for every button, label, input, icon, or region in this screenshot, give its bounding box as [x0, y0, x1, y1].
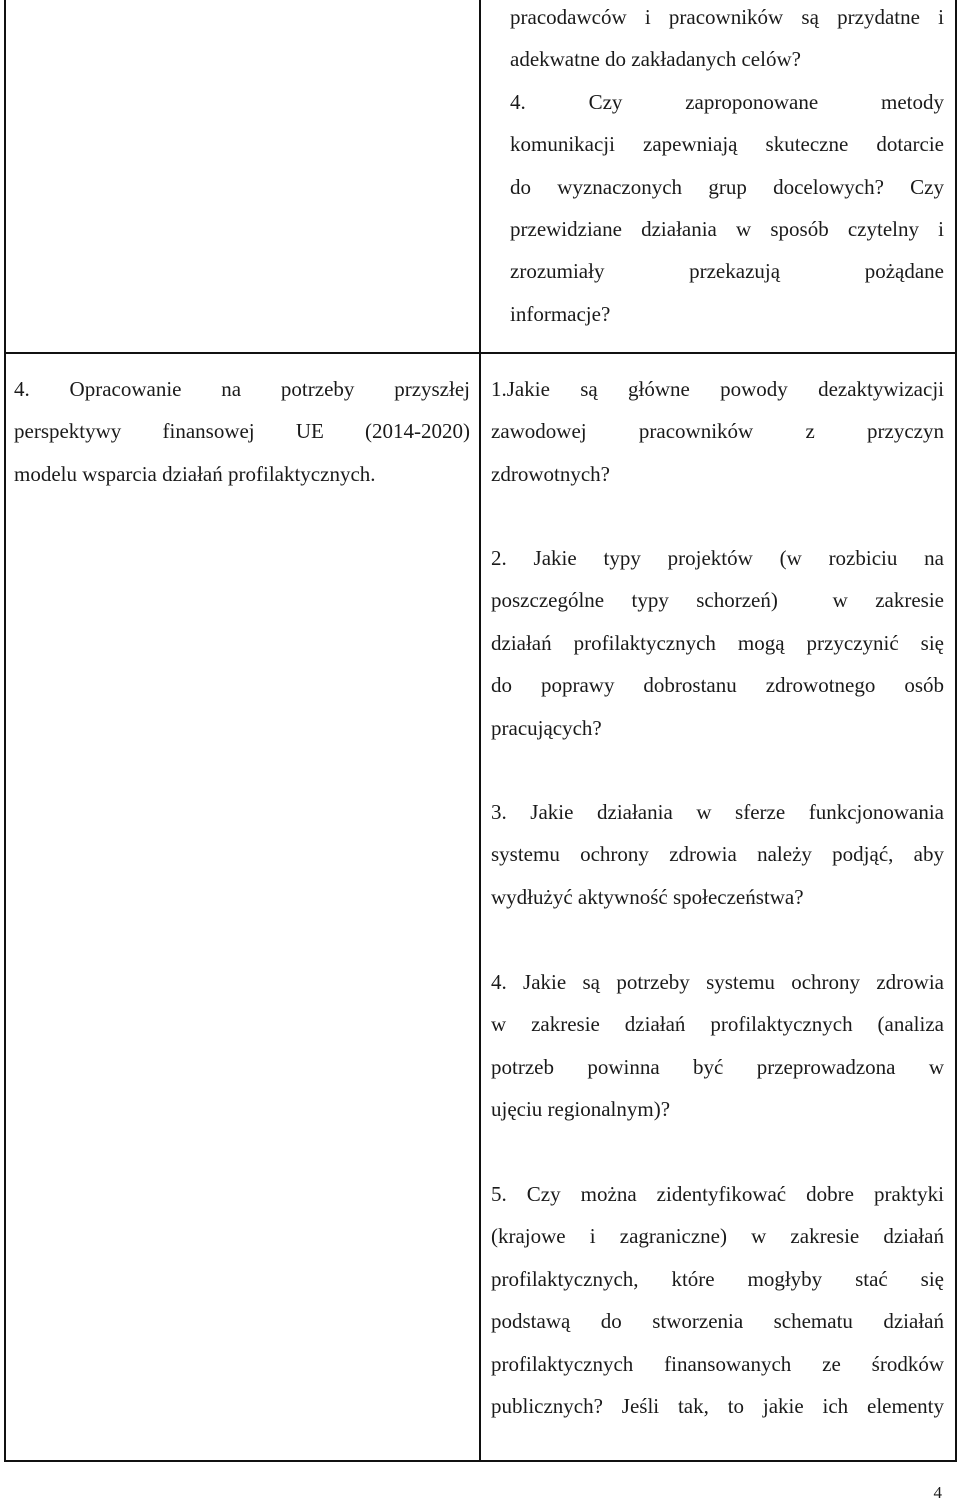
text-line: 1.Jakie są główne powody dezaktywizacji [491, 377, 944, 401]
text-line: adekwatne do zakładanych celów? [510, 47, 801, 72]
text-line: perspektywy finansowej UE (2014-2020) [14, 419, 470, 444]
table-row-divider [4, 352, 957, 354]
text-line: do wyznaczonych grup docelowych? Czy [510, 174, 944, 199]
text-line: 4. Jakie są potrzeby systemu ochrony zdrowia [491, 970, 944, 994]
text-line: do poprawy dobrostanu zdrowotnego osób [491, 673, 944, 698]
table-right-border [955, 0, 957, 1462]
top-right-cell-text [510, 0, 944, 335]
text-line: pracujących? [491, 715, 602, 740]
text-line: profilaktycznych, które mogłyby stać się [491, 1266, 944, 1291]
question-3 [491, 791, 944, 918]
question-4 [491, 961, 944, 1131]
text-line: profilaktycznych finansowanych ze środków [491, 1351, 944, 1376]
table-column-divider [479, 0, 481, 1462]
text-line: wydłużyć aktywność społeczeństwa? [491, 884, 804, 909]
text-line: w zakresie działań profilaktycznych (analiza [491, 1012, 944, 1037]
text-line: potrzeb powinna być przeprowadzona w [491, 1054, 944, 1079]
text-line: komunikacji zapewniają skuteczne dotarcie [510, 132, 944, 157]
text-line: poszczególne typy schorzeń) w zakresie [491, 588, 944, 613]
text-line: 3. Jakie działania w sferze funkcjonowania [491, 800, 944, 824]
text-line: 2. Jakie typy projektów (w rozbiciu na [491, 546, 944, 570]
text-line: 4. Czy zaproponowane metody [510, 89, 944, 114]
text-line: modelu wsparcia działań profilaktycznych. [14, 461, 376, 486]
text-line: 5. Czy można zidentyfikować dobre praktyki [491, 1182, 944, 1206]
text-line: ujęciu regionalnym)? [491, 1097, 671, 1122]
text-line: (krajowe i zagraniczne) w zakresie działań [491, 1224, 944, 1249]
text-line: zawodowej pracowników z przyczyn [491, 419, 944, 444]
question-1 [491, 368, 944, 495]
text-line: przewidziane działania w sposób czytelny i [510, 217, 944, 242]
text-line: informacje? [510, 301, 611, 326]
text-line: pracodawców i pracowników są przydatne i [510, 5, 944, 29]
text-line: zrozumiały przekazują pożądane [510, 259, 944, 284]
text-line: publicznych? Jeśli tak, to jakie ich elementy [491, 1394, 944, 1419]
question-5 [491, 1173, 944, 1427]
left-cell-objective [14, 368, 470, 495]
table-bottom-border [4, 1460, 957, 1462]
text-line: systemu ochrony zdrowia należy podjąć, aby [491, 842, 944, 867]
text-line: działań profilaktycznych mogą przyczynić się [491, 630, 944, 655]
text-line: podstawą do stworzenia schematu działań [491, 1309, 944, 1334]
text-line: zdrowotnych? [491, 461, 610, 486]
page-number: 4 [933, 1483, 942, 1502]
table-left-border [4, 0, 6, 1462]
text-line: 4. Opracowanie na potrzeby przyszłej [14, 377, 470, 401]
question-2 [491, 537, 944, 749]
